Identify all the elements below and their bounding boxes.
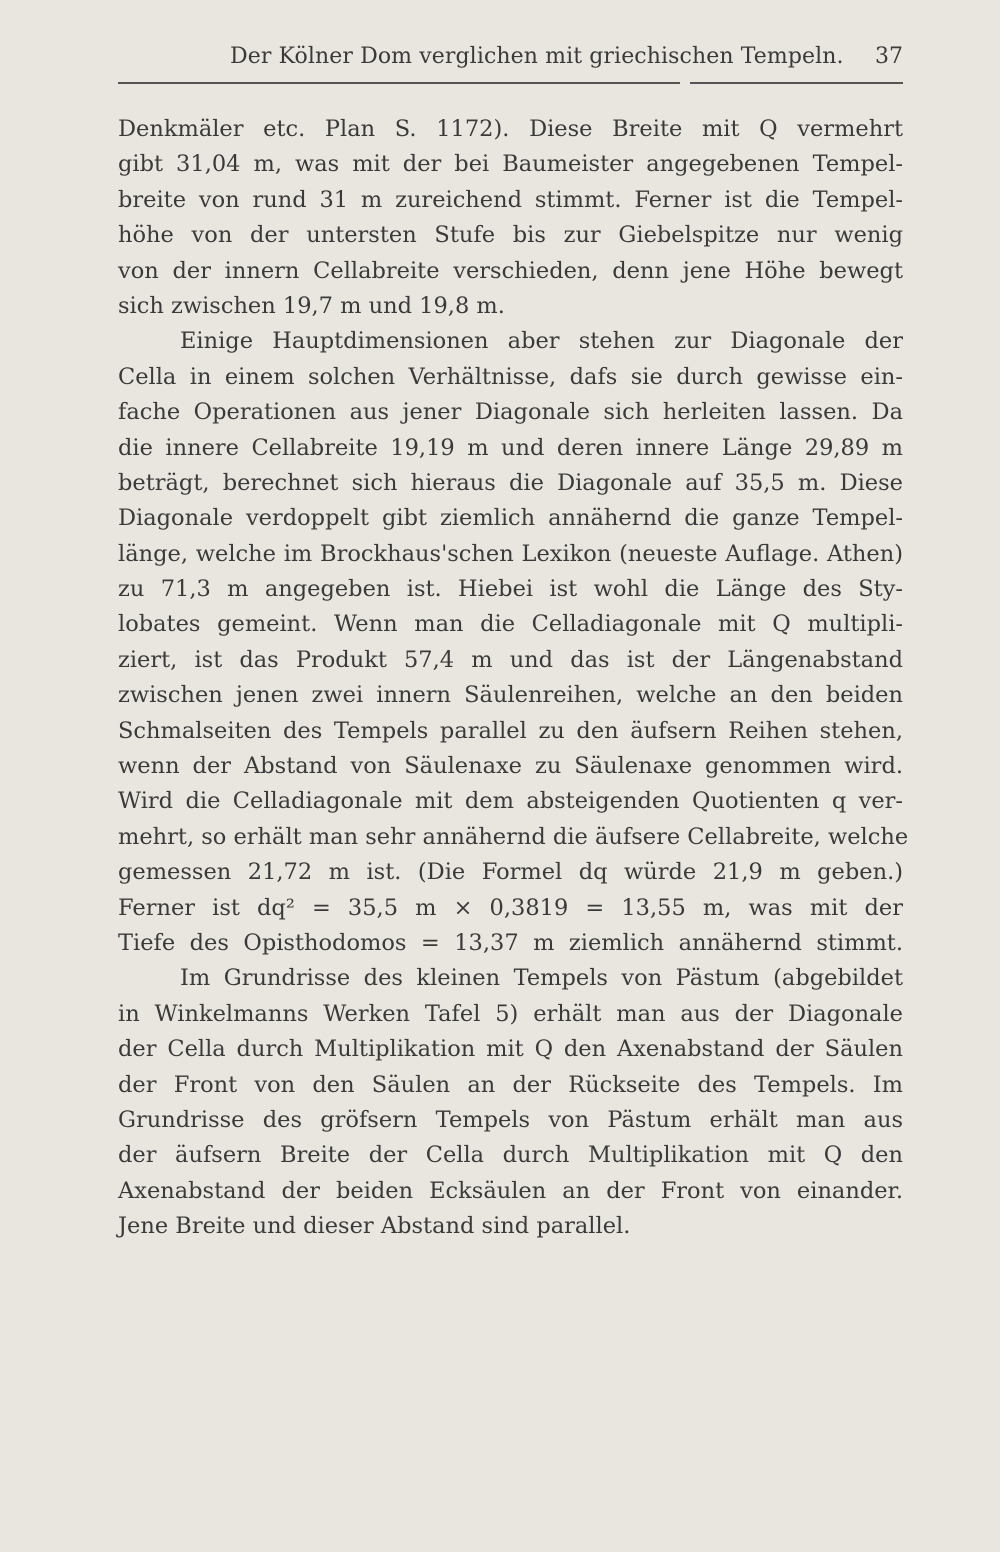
text-line: gibt 31,04 m, was mit der bei Baumeister angegebenen Tempel- — [118, 151, 903, 178]
text-line: breite von rund 31 m zureichend stimmt. Ferner ist die Tempel- — [118, 186, 903, 213]
text-line: zu 71,3 m angegeben ist. Hiebei ist wohl die Länge des Sty- — [118, 576, 903, 603]
text-line: länge, welche im Brockhaus'schen Lexikon (neueste Auflage. Athen) — [118, 540, 903, 567]
text-line: Tiefe des Opisthodomos = 13,37 m ziemlich annähernd stimmt. — [118, 929, 903, 956]
text-line: lobates gemeint. Wenn man die Celladiagonale mit Q multipli- — [118, 611, 903, 638]
text-line: Denkmäler etc. Plan S. 1172). Diese Breite mit Q vermehrt — [118, 116, 903, 142]
text-line: der äufsern Breite der Cella durch Multiplikation mit Q den — [118, 1142, 903, 1169]
paragraph — [118, 112, 903, 324]
text-line: die innere Cellabreite 19,19 m und deren innere Länge 29,89 m — [118, 434, 903, 461]
text-line: von der innern Cellabreite verschieden, denn jene Höhe bewegt — [118, 257, 903, 284]
running-title: Der Kölner Dom verglichen mit griechischen Tempeln. — [230, 44, 844, 69]
text-line: Cella in einem solchen Verhältnisse, dafs sie durch gewisse ein- — [118, 363, 903, 390]
text-line: fache Operationen aus jener Diagonale sich herleiten lassen. Da — [118, 399, 903, 426]
text-line: wenn der Abstand von Säulenaxe zu Säulenaxe genommen wird. — [118, 753, 903, 780]
body-text — [118, 112, 909, 1245]
text-line: Grundrisse des gröfsern Tempels von Pästum erhält man aus — [118, 1106, 903, 1133]
text-line: der Front von den Säulen an der Rückseite des Tempels. Im — [118, 1071, 903, 1098]
text-line: gemessen 21,72 m ist. (Die Formel dq würde 21,9 m geben.) — [118, 859, 903, 886]
paragraph — [118, 324, 909, 961]
text-line: beträgt, berechnet sich hieraus die Diagonale auf 35,5 m. Diese — [118, 469, 903, 496]
paragraph — [118, 961, 903, 1244]
text-line: ziert, ist das Produkt 57,4 m und das ist der Längenabstand — [118, 646, 903, 673]
text-line: Jene Breite und dieser Abstand sind parallel. — [118, 1213, 631, 1240]
page-number: 37 — [875, 44, 903, 69]
text-line: mehrt, so erhält man sehr annähernd die äufsere Cellabreite, welche — [118, 823, 909, 850]
text-line: Diagonale verdoppelt gibt ziemlich annähernd die ganze Tempel- — [118, 505, 903, 532]
text-line: Einige Hauptdimensionen aber stehen zur Diagonale der — [180, 328, 903, 355]
text-line: Ferner ist dq² = 35,5 m × 0,3819 = 13,55 m, was mit der — [118, 894, 903, 921]
text-line: sich zwischen 19,7 m und 19,8 m. — [118, 292, 505, 319]
running-header — [118, 40, 903, 76]
text-line: in Winkelmanns Werken Tafel 5) erhält man aus der Diagonale — [118, 1000, 903, 1027]
text-line: zwischen jenen zwei innern Säulenreihen, welche an den beiden — [118, 682, 903, 709]
text-line: Schmalseiten des Tempels parallel zu den äufsern Reihen stehen, — [118, 717, 903, 744]
text-line: Wird die Celladiagonale mit dem absteigenden Quotienten q ver- — [118, 788, 903, 815]
header-rule-left — [118, 82, 680, 84]
text-line: Im Grundrisse des kleinen Tempels von Pästum (abgebildet — [180, 965, 903, 992]
header-rule-right — [690, 82, 903, 84]
text-line: der Cella durch Multiplikation mit Q den Axenabstand der Säulen — [118, 1036, 903, 1063]
text-line: höhe von der untersten Stufe bis zur Giebelspitze nur wenig — [118, 222, 903, 249]
text-line: Axenabstand der beiden Ecksäulen an der Front von einander. — [118, 1177, 903, 1204]
